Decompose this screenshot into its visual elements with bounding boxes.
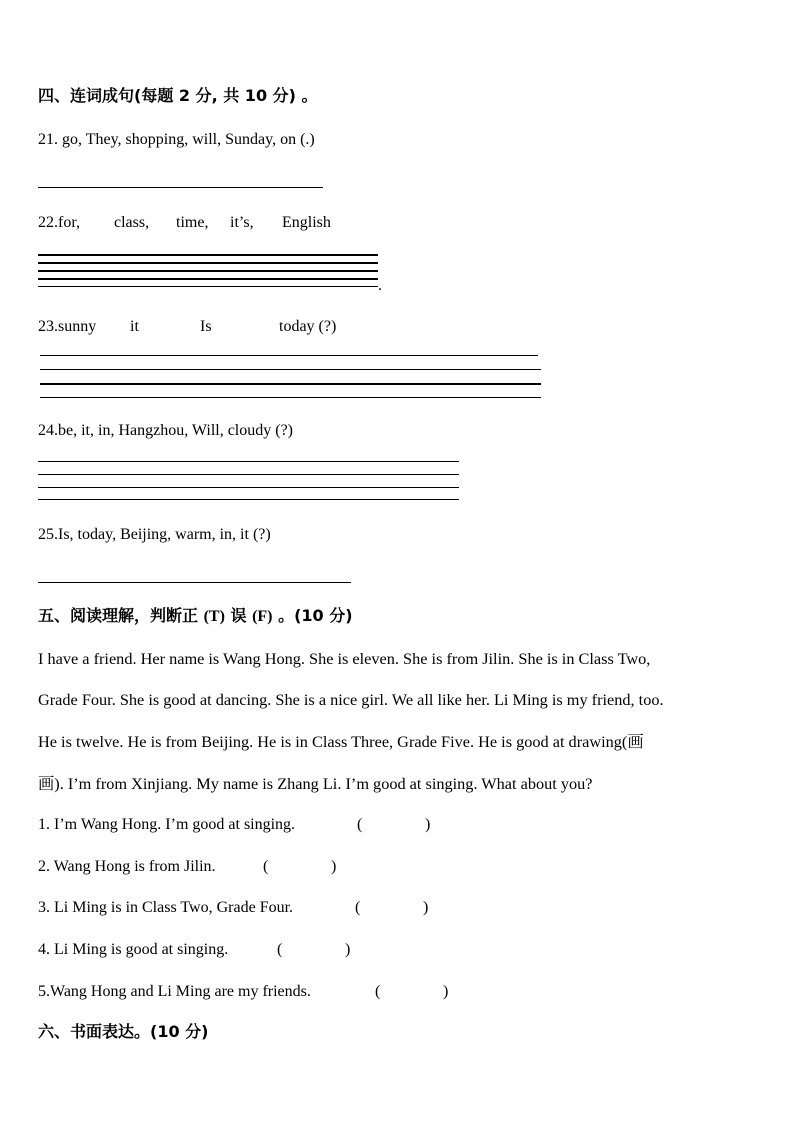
answer-line-21[interactable] — [38, 187, 323, 188]
answer-line-23[interactable] — [40, 397, 541, 398]
answer-paren-close[interactable]: ) — [425, 816, 431, 833]
answer-paren-open[interactable]: ( — [355, 899, 361, 916]
answer-paren-open[interactable]: ( — [375, 983, 381, 1000]
question-22 — [38, 213, 331, 233]
section-4-title: 四、连词成句(每题 2 分, 共 10 分) 。 — [38, 86, 318, 105]
section-6-title: 六、书面表达。(10 分) — [38, 1022, 209, 1041]
section-5-title-part: 。(10 分) — [272, 606, 353, 625]
answer-line-22[interactable] — [38, 286, 378, 287]
question-25-number: 25 — [38, 526, 54, 543]
question-24-number: 24 — [38, 422, 54, 439]
section-5-title-part: 误 — [224, 606, 253, 625]
answer-line-25[interactable] — [38, 582, 351, 583]
passage-line: Grade Four. She is good at dancing. She is a nice girl. We all like her. Li Ming is my friend, too. — [38, 690, 664, 709]
question-22-word: English — [282, 214, 331, 231]
question-23-word: .sunny — [54, 318, 97, 335]
question-23-word: it — [130, 318, 139, 335]
answer-line-24[interactable] — [38, 474, 459, 475]
answer-paren-close[interactable]: ) — [443, 983, 449, 1000]
question-25-words: .Is, today, Beijing, warm, in, it (?) — [54, 526, 271, 543]
question-23-word: today (?) — [279, 318, 337, 335]
answer-line-23[interactable] — [40, 383, 541, 385]
question-22-word: .for, — [54, 214, 81, 231]
answer-line-23[interactable] — [40, 355, 538, 356]
answer-line-24[interactable] — [38, 487, 459, 488]
question-22-end-period: . — [378, 277, 382, 294]
passage-line: He is twelve. He is from Beijing. He is in Class Three, Grade Five. He is good at drawing(画 — [38, 732, 644, 751]
answer-line-24[interactable] — [38, 499, 459, 500]
statement-3: 3. Li Ming is in Class Two, Grade Four. — [38, 899, 294, 916]
question-22-number: 22 — [38, 214, 54, 231]
answer-line-22[interactable] — [38, 278, 378, 280]
statement-1: 1. I’m Wang Hong. I’m good at singing. — [38, 816, 296, 833]
answer-paren-close[interactable]: ) — [345, 941, 351, 958]
question-23-word: Is — [200, 318, 212, 335]
question-21 — [38, 130, 315, 150]
passage-line: I have a friend. Her name is Wang Hong. She is eleven. She is from Jilin. She is in Class Two, — [38, 649, 651, 668]
answer-paren-close[interactable]: ) — [423, 899, 429, 916]
statement-4: 4. Li Ming is good at singing. — [38, 941, 229, 958]
question-21-words: . go, They, shopping, will, Sunday, on (.) — [54, 131, 315, 148]
answer-line-22[interactable] — [38, 254, 378, 256]
statement-2: 2. Wang Hong is from Jilin. — [38, 858, 216, 875]
passage-line: 画). I’m from Xinjiang. My name is Zhang Li. I’m good at singing. What about you? — [38, 774, 593, 793]
section-5-title-part: 五、阅读理解，判断正 — [38, 606, 204, 625]
answer-line-24[interactable] — [38, 461, 459, 462]
question-24-words: .be, it, in, Hangzhou, Will, cloudy (?) — [54, 422, 294, 439]
question-22-word: it’s, — [230, 214, 254, 231]
answer-line-23[interactable] — [40, 369, 541, 370]
statement-5: 5.Wang Hong and Li Ming are my friends. — [38, 983, 311, 1000]
true-marker: (T) — [203, 608, 225, 625]
section-5-title — [38, 606, 353, 627]
question-22-word: time, — [176, 214, 209, 231]
answer-line-22[interactable] — [38, 262, 378, 264]
question-22-word: class, — [114, 214, 150, 231]
question-23-number: 23 — [38, 318, 54, 335]
answer-paren-open[interactable]: ( — [277, 941, 283, 958]
question-24 — [38, 421, 293, 441]
answer-paren-open[interactable]: ( — [357, 816, 363, 833]
answer-paren-close[interactable]: ) — [331, 858, 337, 875]
question-25 — [38, 525, 271, 545]
answer-line-22[interactable] — [38, 270, 378, 272]
question-21-number: 21 — [38, 131, 54, 148]
question-23 — [38, 317, 336, 337]
false-marker: (F) — [252, 608, 273, 625]
answer-paren-open[interactable]: ( — [263, 858, 269, 875]
